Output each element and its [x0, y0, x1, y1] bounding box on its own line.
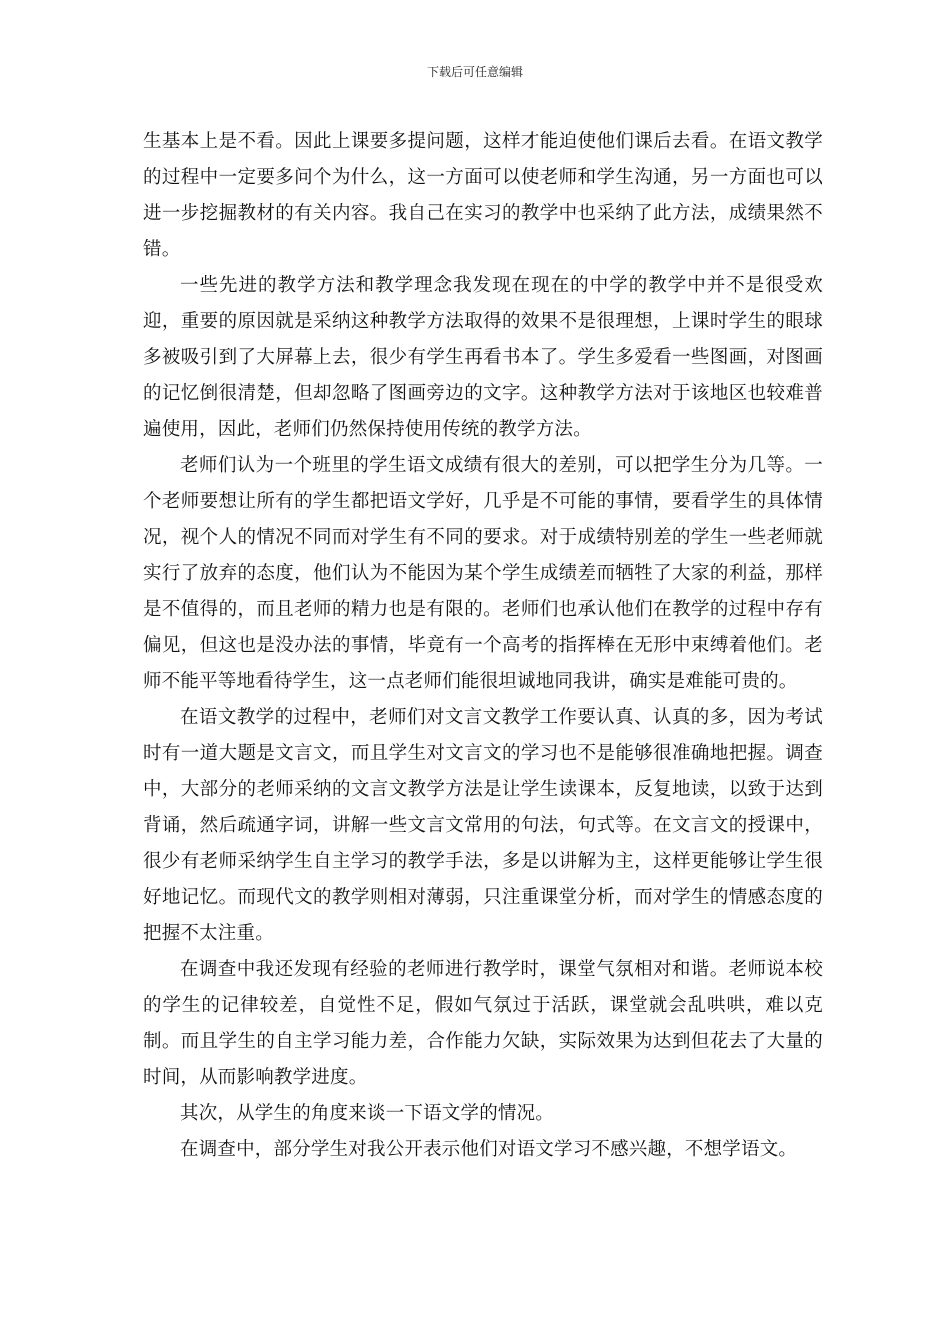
paragraph-1: 生基本上是不看。因此上课要多提问题，这样才能迫使他们课后去看。在语文教学的过程中一定要多问个为什么，这一方面可以使老师和学生沟通，另一方面也可以进一步挖掘教材的有关内容。我自己在实习的教学中也采纳了此方法，成绩果然不错。: [143, 131, 823, 260]
paragraph-2: 一些先进的教学方法和教学理念我发现在现在的中学的教学中并不是很受欢迎，重要的原因就是采纳这种教学方法取得的效果不是很理想，上课时学生的眼球多被吸引到了大屏幕上去，很少有学生再看书本了。学生多爱看一些图画，对图画的记忆倒很清楚，但却忽略了图画旁边的文字。这种教学方法对于该地区也较难普遍使用，因此，老师们仍然保持使用传统的教学方法。: [143, 275, 823, 440]
document-body: [143, 124, 823, 1168]
page-header: 下载后可任意编辑: [426, 65, 523, 79]
paragraph-3: 老师们认为一个班里的学生语文成绩有很大的差别，可以把学生分为几等。一个老师要想让所有的学生都把语文学好，几乎是不可能的事情，要看学生的具体情况，视个人的情况不同而对学生有不同的要求。对于成绩特别差的学生一些老师就实行了放弃的态度，他们认为不能因为某个学生成绩差而牺牲了大家的利益，那样是不值得的，而且老师的精力也是有限的。老师们也承认他们在教学的过程中存有偏见，但这也是没办法的事情，毕竟有一个高考的指挥棒在无形中束缚着他们。老师不能平等地看待学生，这一点老师们能很坦诚地同我讲，确实是难能可贵的。: [143, 455, 823, 692]
paragraph-7: 在调查中，部分学生对我公开表示他们对语文学习不感兴趣，不想学语文。: [180, 1139, 798, 1160]
paragraph-4: 在语文教学的过程中，老师们对文言文教学工作要认真、认真的多，因为考试时有一道大题是文言文，而且学生对文言文的学习也不是能够很准确地把握。调查中，大部分的老师采纳的文言文教学方法是让学生读课本，反复地读，以致于达到背诵，然后疏通字词，讲解一些文言文常用的句法，句式等。在文言文的授课中，很少有老师采纳学生自主学习的教学手法，多是以讲解为主，这样更能够让学生很好地记忆。而现代文的教学则相对薄弱，只注重课堂分析，而对学生的情感态度的把握不太注重。: [143, 707, 823, 944]
paragraph-5: 在调查中我还发现有经验的老师进行教学时，课堂气氛相对和谐。老师说本校的学生的记律较差，自觉性不足，假如气氛过于活跃，课堂就会乱哄哄，难以克制。而且学生的自主学习能力差，合作能力欠缺，实际效果为达到但花去了大量的时间，从而影响教学进度。: [143, 959, 823, 1088]
paragraph-6: 其次，从学生的角度来谈一下语文学的情况。: [180, 1103, 555, 1124]
